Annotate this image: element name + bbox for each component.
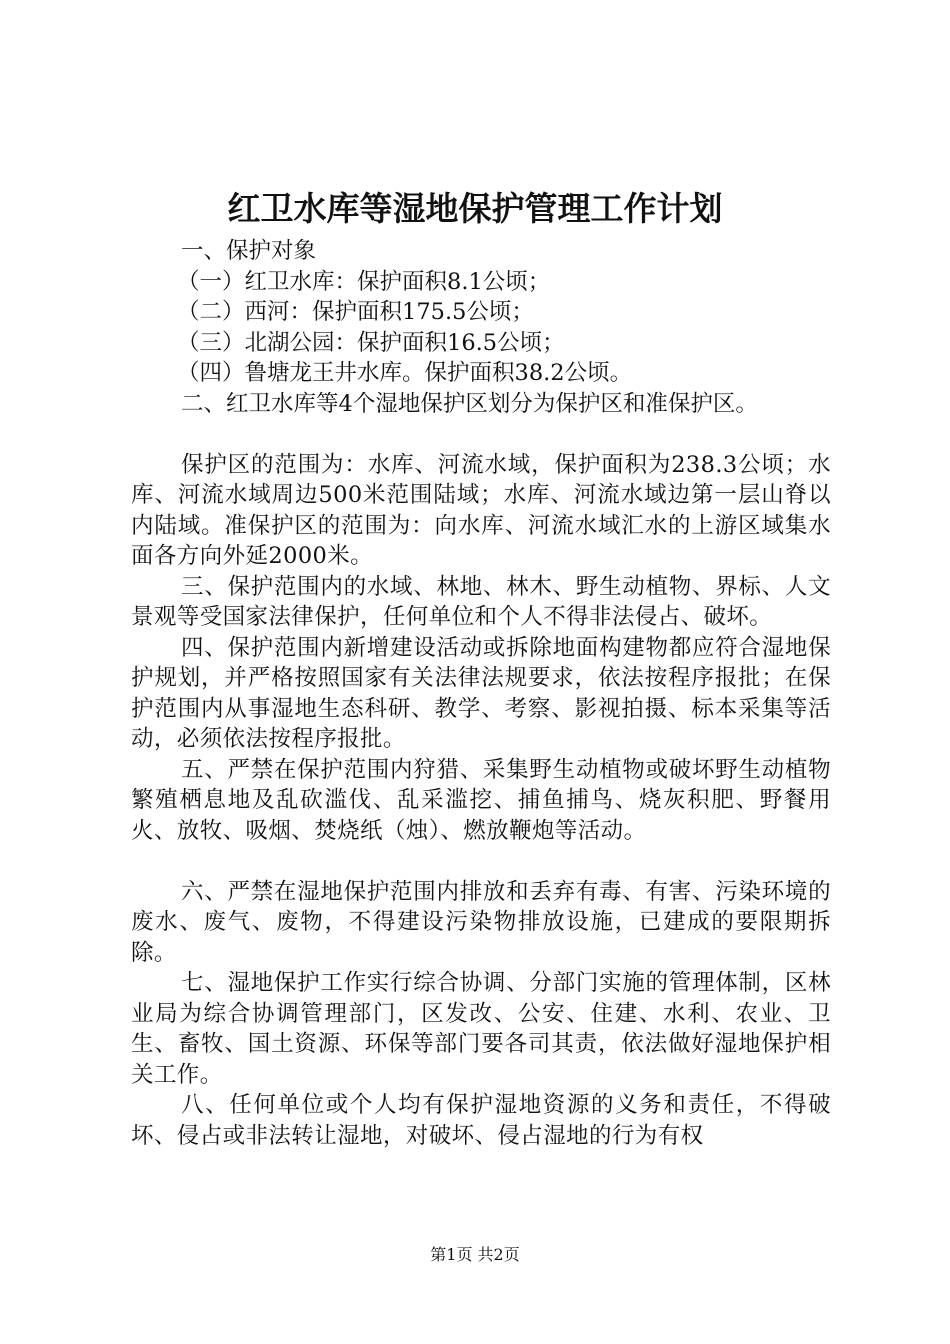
document-body <box>131 236 831 1151</box>
paragraph-gap <box>131 846 831 877</box>
paragraph-eight: 八、任何单位或个人均有保护湿地资源的义务和责任，不得破坏、侵占或非法转让湿地，对破坏、侵占湿地的行为有权 <box>131 1092 831 1149</box>
document-title: 红卫水库等湿地保护管理工作计划 <box>227 189 723 228</box>
list-item: （四）鲁塘龙王井水库。保护面积38.2公顷。 <box>177 360 633 386</box>
paragraph-seven: 七、湿地保护工作实行综合协调、分部门实施的管理体制，区林业局为综合协调管理部门，区发改、公安、住建、水利、农业、卫生、畜牧、国土资源、环保等部门要各司其责，依法做好湿地保护相关工作。 <box>131 970 831 1088</box>
section-two-paragraph: 二、红卫水库等4个湿地保护区划分为保护区和准保护区。 <box>181 390 758 417</box>
page-number-footer: 第1页 共2页 <box>430 1245 520 1264</box>
list-item: （二）西河：保护面积175.5公顷； <box>177 299 534 325</box>
list-item: （三）北湖公园：保护面积16.5公顷； <box>177 329 565 356</box>
paragraph-four: 四、保护范围内新增建设活动或拆除地面构建物都应符合湿地保护规划，并严格按照国家有关法律法规要求，依法按程序报批；在保护范围内从事湿地生态科研、教学、考察、影视拍摄、标本采集等活动，必须依法按程序报批。 <box>131 634 831 752</box>
section-heading-protected-objects: 一、保护对象 <box>181 238 317 264</box>
paragraph-three: 三、保护范围内的水域、林地、林木、野生动植物、界标、人文景观等受国家法律保护，任何单位和个人不得非法侵占、破坏。 <box>131 573 831 630</box>
scope-paragraph: 保护区的范围为：水库、河流水域，保护面积为238.3公顷；水库、河流水域周边500米范围陆域；水库、河流水域边第一层山脊以内陆域。准保护区的范围为：向水库、河流水域汇水的上游区域集水面各方向外延2000米。 <box>131 451 831 569</box>
paragraph-five: 五、严禁在保护范围内狩猎、采集野生动植物或破坏野生动植物繁殖栖息地及乱砍滥伐、乱采滥挖、捕鱼捕鸟、烧灰积肥、野餐用火、放牧、吸烟、焚烧纸（烛）、燃放鞭炮等活动。 <box>131 756 831 844</box>
paragraph-six: 六、严禁在湿地保护范围内排放和丢弃有毒、有害、污染环境的废水、废气、废物，不得建设污染物排放设施，已建成的要限期拆除。 <box>131 878 831 966</box>
paragraph-gap <box>131 419 831 450</box>
list-item: （一）红卫水库：保护面积8.1公顷； <box>177 268 551 295</box>
